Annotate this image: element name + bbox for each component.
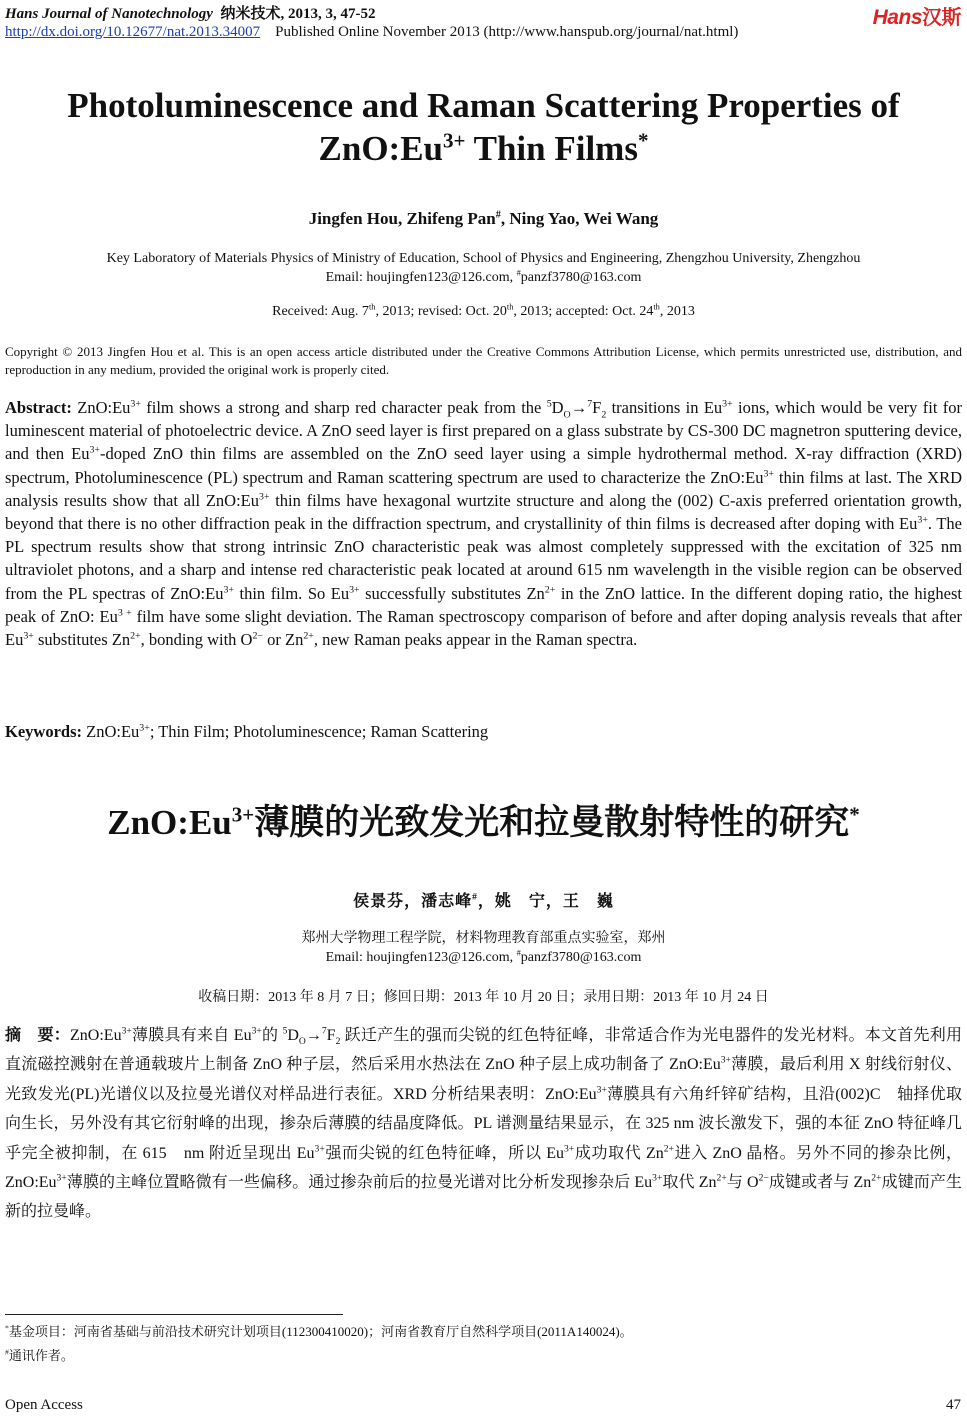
authors-en: Jingfen Hou, Zhifeng Pan#, Ning Yao, Wei Wang bbox=[308, 209, 659, 228]
abstract-cn: 摘 要：$ZnO:Eu^{3+}$薄膜具有来自 $Eu^{3+}$的 $^5D_O\to^7F_2$ 跃迁产生的强而尖锐的红色特征峰，非常适合作为光电器件的发光材料。本文首先利用直流磁控溅射在普通载玻片上制备 ZnO 种子层，然后采用水热法在 ZnO 种子层上成功制备了 $ZnO:Eu^{3+}$薄膜，最后利用 X 射线衍射仪、光致发光(PL)光谱仪以及拉曼光谱仪对样品进行表征。XRD 分析结果表明：$ZnO:Eu^{3+}$薄膜具有六角纤锌矿结构，且沿(002)C 轴择优取向生长，另外没有其它衍射峰的出现，掺杂后薄膜的结晶度降低。PL 谱测量结果显示，在 325 nm 波长激发下，强的本征 ZnO 特征峰几乎完全被抑制，在 615 nm 附近呈现出 $Eu^{3+}$强而尖锐的红色特征峰，所以 $Eu^{3+}$成功取代 $Zn^{2+}$进入 ZnO 晶格。另外不同的掺杂比例，$ZnO:Eu^{3+}$薄膜的主峰位置略微有一些偏移。通过掺杂前后的拉曼光谱对比分析发现掺杂后 $Eu^{3+}$取代 $Zn^{2+}$与 $O^{2-}$成键或者与 $Zn^{2+}$成键而产生新的拉曼峰。 bbox=[5, 1025, 963, 1221]
journal-name: Hans Journal of Nanotechnology bbox=[5, 6, 213, 22]
received-dates-cn: 收稿日期：2013 年 8 月 7 日；修回日期：2013 年 10 月 20 日；录用日期：2013 年 10 月 24 日 bbox=[198, 990, 769, 1005]
email-en: Email: houjingfen123@126.com, #panzf3780@163.com bbox=[325, 268, 642, 285]
logo-en: Hans bbox=[872, 6, 922, 29]
affiliation-en bbox=[0, 249, 967, 287]
journal-header bbox=[5, 2, 375, 23]
page-number: 47 bbox=[946, 1397, 961, 1413]
abstract-cn-label: 摘 要： bbox=[5, 1027, 71, 1044]
footnote-divider bbox=[5, 1314, 343, 1315]
affiliation-cn bbox=[0, 929, 967, 967]
title-en-line2: $ZnO:Eu^{3+}$ Thin Films* bbox=[318, 128, 649, 168]
footnote-funding: *基金项目：河南省基础与前沿技术研究计划项目(112300410020)；河南省教育厅自然科学项目(2011A140024)。 bbox=[5, 1323, 633, 1339]
copyright-notice: Copyright © 2013 Jingfen Hou et al. This is an open access article distributed under the Creative Commons Attribution License, which permits unrestricted use, distribution, and reproduction in any medium, provided the original work is properly cited. bbox=[5, 344, 962, 377]
affiliation-cn-line: 郑州大学物理工程学院，材料物理教育部重点实验室，郑州 bbox=[301, 931, 666, 946]
title-en-line1: Photoluminescence and Raman Scattering Properties of bbox=[67, 86, 900, 125]
logo-cn: 汉斯 bbox=[922, 7, 961, 29]
footnote-corresponding: #通讯作者。 bbox=[5, 1347, 74, 1363]
publication-line bbox=[5, 24, 738, 41]
email-cn: Email: houjingfen123@126.com, #panzf3780@163.com bbox=[325, 948, 642, 965]
journal-issue: 纳米技术, 2013, 3, 47-52 bbox=[220, 6, 376, 22]
hans-logo bbox=[873, 1, 961, 30]
authors-cn: 侯景芬，潘志峰#，姚 宁，王 巍 bbox=[353, 891, 614, 910]
abstract-label: Abstract: bbox=[5, 398, 72, 417]
affiliation-en-line: Key Laboratory of Materials Physics of Ministry of Education, School of Physics and Engineering, Zhengzhou University, Zhengzhou bbox=[106, 251, 861, 266]
title-cn: $ZnO:Eu^{3+}$薄膜的光致发光和拉曼散射特性的研究* bbox=[107, 802, 860, 842]
published-online: Published Online November 2013 (http://www.hanspub.org/journal/nat.html) bbox=[275, 24, 739, 40]
abstract-en: Abstract: $ZnO:Eu^{3+}$ film shows a strong and sharp red character peak from the $^5D_O\to^7F_2$ transitions in $Eu^{3+}$ ions, which would be very fit for luminescent material of photoelectric device. A ZnO seed layer is first prepared on a glass substrate by CS-300 DC magnetron sputtering device, and then $Eu^{3+}$-doped ZnO thin films are assembled on the ZnO seed layer using a simple hydrothermal method. X-ray diffraction (XRD) spectrum, Photoluminescence (PL) spectrum and Raman scattering spectrum are used to characterize the $ZnO:Eu^{3+}$ thin films at last. The XRD analysis results show that all $ZnO:Eu^{3+}$ thin films have hexagonal wurtzite structure and along the (002) C-axis preferred orientation growth, beyond that there is no other diffraction peak in the diffraction spectrum, and crystallinity of thin films is decreased after doping with $Eu^{3+}$. The PL spectrum results show that strong intrinsic ZnO characteristic peak was almost completely suppressed with the excitation of 325 nm ultraviolet photons, and a sharp and intense red characteristic peak located at around 615 nm wavelength in the visible region can be observed from the PL spectras of $ZnO:Eu^{3+}$ thin film. So $Eu^{3+}$ successfully substitutes $Zn^{2+}$ in the ZnO lattice. In the different doping ratio, the highest peak of ZnO: $Eu^{3 +}$ film have some slight deviation. The Raman spectroscopy comparison of before and after doping analysis reveals that after $Eu^{3+}$ substitutes $Zn^{2+}$, bonding with $O^{2-}$ or $Zn^{2+}$, new Raman peaks appear in the Raman spectra. bbox=[5, 398, 963, 650]
received-dates-en: Received: Aug. 7th, 2013; revised: Oct. 20th, 2013; accepted: Oct. 24th, 2013 bbox=[272, 302, 695, 319]
keywords-en: Keywords: $ZnO:Eu^{3+}$; Thin Film; Photoluminescence; Raman Scattering bbox=[5, 722, 489, 741]
doi-link[interactable]: http://dx.doi.org/10.12677/nat.2013.34007 bbox=[5, 24, 261, 40]
keywords-label: Keywords: bbox=[5, 722, 82, 741]
title-en bbox=[0, 84, 967, 170]
footer-open-access: Open Access bbox=[5, 1397, 83, 1413]
